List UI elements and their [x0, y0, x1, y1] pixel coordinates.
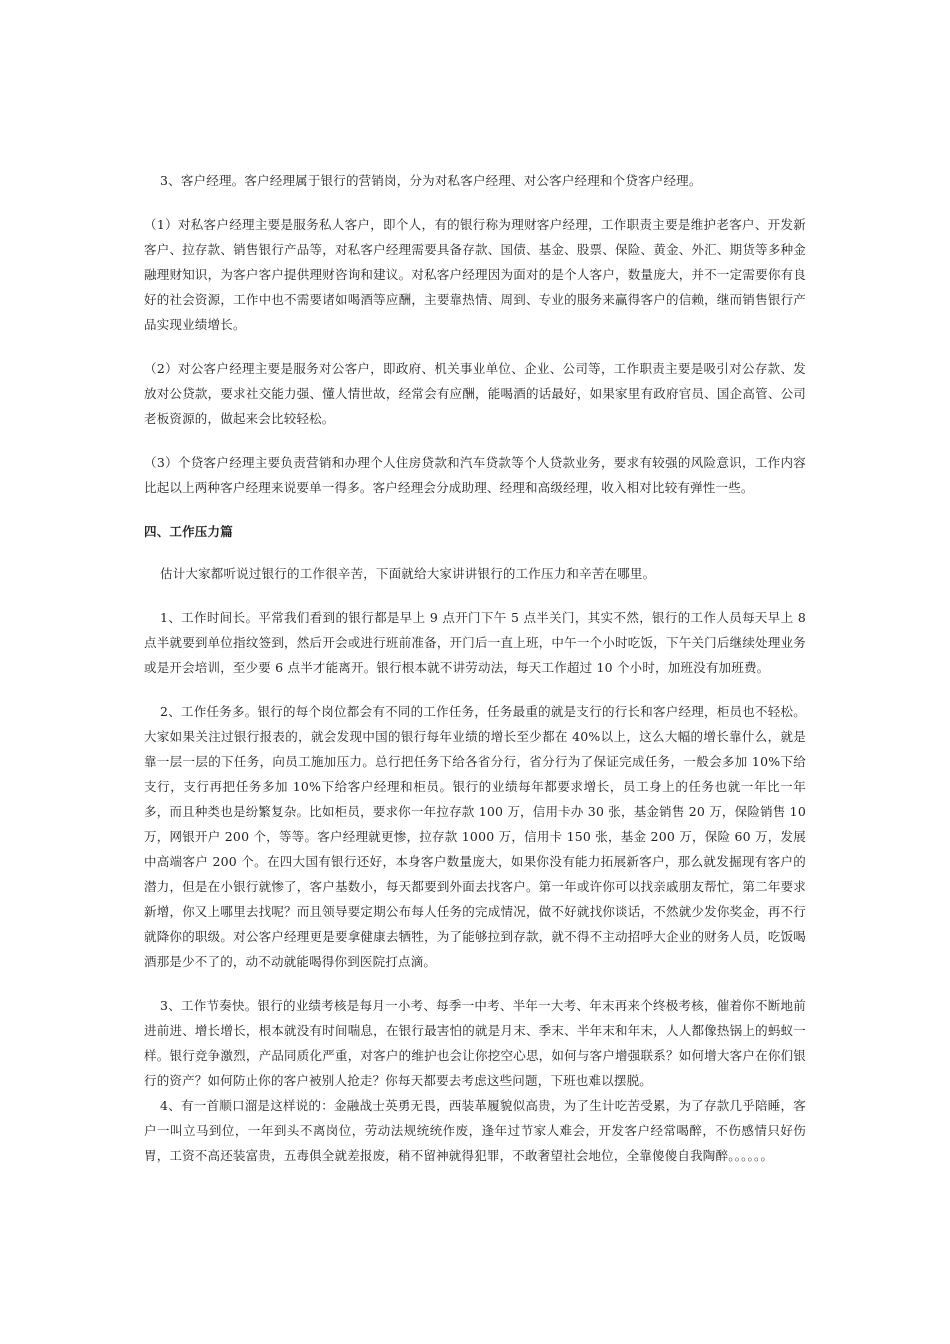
paragraph-loan-account-manager: （3）个贷客户经理主要负责营销和办理个人住房贷款和汽车贷款等个人贷款业务，要求有较强的风险意识，工作内容比起以上两种客户经理来说要单一得多。客户经理会分成助理、经理和高级经理，收入相对比较有弹性一些。 — [144, 455, 806, 495]
paragraph-pressure-intro: 估计大家都听说过银行的工作很辛苦，下面就给大家讲讲银行的工作压力和辛苦在哪里。 — [160, 566, 656, 581]
section-heading-work-pressure: 四、工作压力篇 — [144, 524, 233, 539]
paragraph-account-manager-intro: 3、客户经理。客户经理属于银行的营销岗，分为对私客户经理、对公客户经理和个贷客户经理。 — [160, 173, 702, 188]
document-page — [144, 168, 806, 1168]
paragraph-jingle: 4、有一首顺口溜是这样说的：金融战士英勇无畏，西装革履貌似高贵，为了生计吃苦受累，为了存款几乎陪睡，客户一叫立马到位，一年到头不离岗位，劳动法规统统作废，逢年过节家人难会，开发客户经常喝醉，不伤感情只好伤胃，工资不高还装富贵，五毒俱全就差报废，稍不留神就得犯罪，不敢奢望社会地位，全靠傻傻自我陶醉。。。。。。 — [144, 1098, 806, 1163]
paragraph-fast-pace: 3、工作节奏快。银行的业绩考核是每月一小考、每季一中考、半年一大考、年末再来个终极考核，催着你不断地前进前进、增长增长，根本就没有时间喘息，在银行最害怕的就是月末、季末、半年末和年末，人人都像热锅上的蚂蚁一样。银行竞争激烈，产品同质化严重，对客户的维护也会让你挖空心思，如何与客户增强联系？如何增大客户在你们银行的资产？如何防止你的客户被别人抢走？你每天都要去考虑这些问题，下班也难以摆脱。 — [144, 998, 806, 1088]
paragraph-long-hours: 1、工作时间长。平常我们看到的银行都是早上 9 点开门下午 5 点半关门，其实不然，银行的工作人员每天早上 8 点半就要到单位指纹签到，然后开会或进行班前准备，开门后一直上班，中午一个小时吃饭，下午关门后继续处理业务或是开会培训，至少要 6 点半才能离开。银行根本就不讲劳动法，每天工作超过 10 个小时，加班没有加班费。 — [144, 610, 806, 675]
paragraph-many-tasks: 2、工作任务多。银行的每个岗位都会有不同的工作任务，任务最重的就是支行的行长和客户经理，柜员也不轻松。大家如果关注过银行报表的，就会发现中国的银行每年业绩的增长至少都在 40%以上，这么大幅的增长靠什么，就是靠一层一层的下任务，向员工施加压力。总行把任务下给各省分行，省分行为了保证完成任务，一般会多加 10%下给支行，支行再把任务多加 10%下给客户经理和柜员。银行的业绩每年都要求增长，员工身上的任务也就一年比一年多，而且种类也是纷繁复杂。比如柜员，要求你一年拉存款 100 万，信用卡办 30 张，基金销售 20 万，保险销售 10 万，网银开户 200 个，等等。客户经理就更惨，拉存款 1000 万，信用卡 150 张，基金 200 万，保险 60 万，发展中高端客户 200 个。在四大国有银行还好，本身客户数量庞大，如果你没有能力拓展新客户，那么就发掘现有客户的潜力，但是在小银行就惨了，客户基数小，每天都要到外面去找客户。第一年或许你可以找亲戚朋友帮忙，第二年要求新增，你又上哪里去找呢？而且领导要定期公布每人任务的完成情况，做不好就找你谈话，不然就少发你奖金，再不行就降你的职级。对公客户经理更是要拿健康去牺牲，为了能够拉到存款，就不得不主动招呼大企业的财务人员，吃饭喝酒那是少不了的，动不动就能喝得你到医院打点滴。 — [144, 704, 806, 969]
paragraph-private-account-manager: （1）对私客户经理主要是服务私人客户，即个人，有的银行称为理财客户经理，工作职责主要是维护老客户、开发新客户、拉存款、销售银行产品等，对私客户经理需要具备存款、国债、基金、股票、保险、黄金、外汇、期货等多种金融理财知识，为客户客户提供理财咨询和建议。对私客户经理因为面对的是个人客户，数量庞大，并不一定需要你有良好的社会资源，工作中也不需要诸如喝酒等应酬，主要靠热情、周到、专业的服务来赢得客户的信赖，继而销售银行产品实现业绩增长。 — [144, 217, 806, 332]
paragraph-corporate-account-manager: （2）对公客户经理主要是服务对公客户，即政府、机关事业单位、企业、公司等，工作职责主要是吸引对公存款、发放对公贷款，要求社交能力强、懂人情世故，经常会有应酬，能喝酒的话最好，如果家里有政府官员、国企高管、公司老板资源的，做起来会比较轻松。 — [144, 361, 806, 426]
